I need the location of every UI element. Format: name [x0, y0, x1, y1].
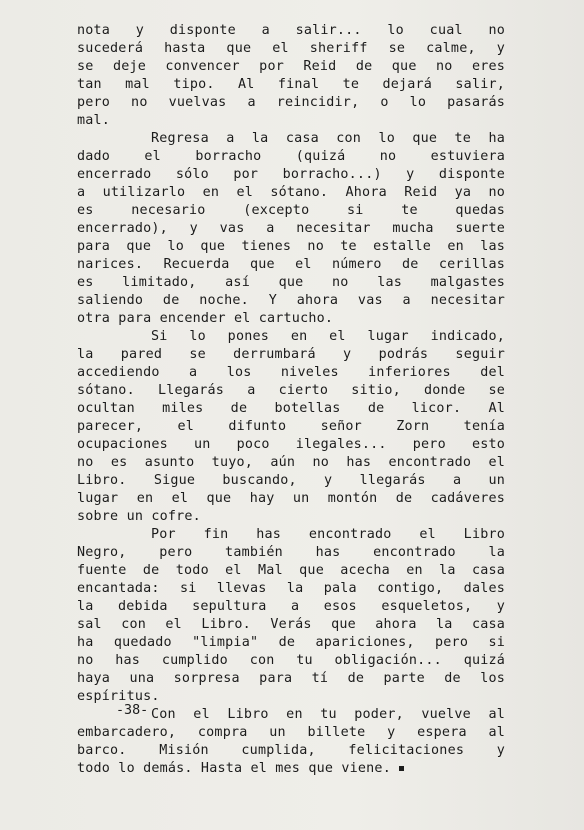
text-line: lugar en el que hay un montón de cadáveres: [77, 491, 505, 506]
text-line: pero no vuelvas a reincidir, o lo pasarás: [77, 95, 505, 110]
text-line: sal con el Libro. Verás que ahora la casa: [77, 617, 505, 632]
text-line: Negro, pero también has encontrado la: [77, 545, 505, 560]
text-line: fuente de todo el Mal que acecha en la casa: [77, 563, 505, 578]
text-line: narices. Recuerda que el número de cerillas: [77, 257, 505, 272]
text-line: otra para encender el cartucho.: [77, 311, 334, 326]
text-line: haya una sorpresa para tí de parte de los: [77, 671, 505, 686]
text-line: se deje convencer por Reid de que no eres: [77, 59, 505, 74]
paragraph-4: [77, 526, 505, 706]
text-line: dado el borracho (quizá no estuviera: [77, 149, 505, 164]
page-number: -38-: [116, 703, 149, 718]
text-line: encerrado), y vas a necesitar mucha suerte: [77, 221, 505, 236]
text-line: sótano. Llegarás a cierto sitio, donde se: [77, 383, 505, 398]
text-line: saliendo de noche. Y ahora vas a necesitar: [77, 293, 505, 308]
text-line: la pared se derrumbará y podrás seguir: [77, 347, 505, 362]
paragraph-1: [77, 22, 505, 130]
text-line: Por fin has encontrado el Libro: [151, 527, 505, 542]
text-line: no has cumplido con tu obligación... quizá: [77, 653, 505, 668]
text-line: ha quedado "limpia" de apariciones, pero si: [77, 635, 505, 650]
text-line: Regresa a la casa con lo que te ha: [151, 131, 505, 146]
text-line: encantada: si llevas la pala contigo, dales: [77, 581, 505, 596]
text-line: espíritus.: [77, 689, 160, 704]
text-line: es limitado, así que no las malgastes: [77, 275, 505, 290]
text-line: Con el Libro en tu poder, vuelve al: [151, 707, 505, 722]
text-line: ocupaciones un poco ilegales... pero esto: [77, 437, 505, 452]
paragraph-2: [77, 130, 505, 328]
text-line: mal.: [77, 113, 111, 128]
end-mark-icon: [399, 766, 404, 771]
text-line: nota y disponte a salir... lo cual no: [77, 23, 505, 38]
text-line: accediendo a los niveles inferiores del: [77, 365, 505, 380]
text-line: tan mal tipo. Al final te dejará salir,: [77, 77, 505, 92]
text-line: [77, 760, 505, 778]
text-line: parecer, el difunto señor Zorn tenía: [77, 419, 505, 434]
text-line: barco. Misión cumplida, felicitaciones y: [77, 743, 505, 758]
text-line: sucederá hasta que el sheriff se calme, y: [77, 41, 505, 56]
paragraph-3: [77, 328, 505, 526]
text-line: la debida sepultura a esos esqueletos, y: [77, 599, 505, 614]
text-line: embarcadero, compra un billete y espera al: [77, 725, 505, 740]
text-line: Libro. Sigue buscando, y llegarás a un: [77, 473, 505, 488]
text-line: a utilizarlo en el sótano. Ahora Reid ya no: [77, 185, 505, 200]
text-line-content: todo lo demás. Hasta el mes que viene.: [77, 761, 391, 776]
text-line: no es asunto tuyo, aún no has encontrado el: [77, 455, 505, 470]
text-line: encerrado sólo por borracho...) y disponte: [77, 167, 505, 182]
text-line: para que lo que tienes no te estalle en las: [77, 239, 505, 254]
text-line: ocultan miles de botellas de licor. Al: [77, 401, 505, 416]
body-text: [77, 22, 505, 778]
text-line: Si lo pones en el lugar indicado,: [151, 329, 505, 344]
text-line: sobre un cofre.: [77, 509, 201, 524]
text-line: es necesario (excepto si te quedas: [77, 203, 505, 218]
